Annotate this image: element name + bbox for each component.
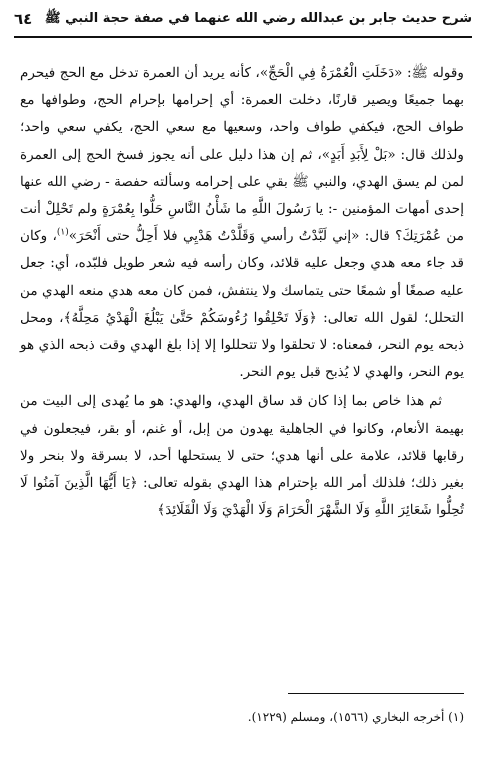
footnote-reference[interactable]: (١) — [56, 227, 69, 238]
page-number: ٦٤ — [14, 10, 33, 28]
footnote: (١) أخرجه البخاري (١٥٦٦)، ومسلم (١٢٢٩). — [247, 710, 464, 724]
footnote-rule — [288, 693, 464, 694]
page-header — [14, 4, 472, 34]
body-text — [20, 60, 464, 524]
running-title: شرح حديث جابر بن عبدالله رضي الله عنهما في صفة حجة النبي ﷺ — [44, 10, 472, 26]
paragraph-1-text: وقوله ﷺ: «دَخَلَتِ الْعُمْرَةُ فِي الْحَجِّ»، كأنه يريد أن العمرة تدخل مع الحج فيحرم بهما جميعًا ويصير قارنًا، دخلت العمرة: أي إحرامها بإحرام الحج، وطوافها مع طواف الحج، فيكفي طواف واحد، وسعيها مع سعي الحج، يكفي سعي واحد؛ ولذلك قال: «بَلْ لِأَبَدِ أَبَدٍ»، ثم إن هذا دليل على أنه يجوز فسخ الحج إلى العمرة لمن لم يسق الهدي، والنبي ﷺ بقي على إحرامه وسألته حفصة - رضي الله عنها إحدى أمهات المؤمنين -: يا رَسُولَ اللَّهِ ما شَأْنُ النَّاسِ حَلُّوا بِعُمْرَةٍ ولم تَحْلِلْ أنت من عُمْرَتِكَ؟ قال: «إني لَبَّدْتُ رأسي وَقَلَّدْتُ هَدْيِي فلا أَحِلُّ حتى أَنْحَرَ» — [20, 65, 464, 245]
paragraph-1-continuation: ، وكان قد جاء معه هدي وجعل عليه قلائد، وكان رأسه فيه شعر طويل فلبّده، أي: جعل عليه صمغًا أو شمعًا حتى يتماسك ولا ينتفش، فمن كان معه هدي منعه الهدي من التحلل؛ لقول الله تعالى: ﴿وَلَا تَحْلِقُوا رُءُوسَكُمْ حَتَّىٰ يَبْلُغَ الْهَدْيُ مَحِلَّهُ﴾، ومحل ذبحه يوم النحر، فمعناه: لا تحلقوا ولا تتحللوا إلا إذا بلغ الهدي وقت ذبحه الذي هو يوم النحر، والهدي لا يُذبح قبل يوم النحر. — [20, 228, 465, 381]
header-rule — [14, 36, 472, 38]
paragraph-1 — [20, 60, 464, 386]
paragraph-2: ثم هذا خاص بما إذا كان قد ساق الهدي، والهدي: هو ما يُهدى إلى البيت من بهيمة الأنعام، وكانوا في الجاهلية يهدون من إبل، أو غنم، أو بقر، فيجعلون في رقابها قلائد، علامة على أنها هدي؛ حتى لا يستحلها أحد، لا بسرقة ولا بنحر ولا بغير ذلك؛ فلذلك أمر الله بإحترام هذا الهدي بقوله تعالى: ﴿يَا أَيُّهَا الَّذِينَ آمَنُوا لَا تُحِلُّوا شَعَائِرَ اللَّهِ وَلَا الشَّهْرَ الْحَرَامَ وَلَا الْهَدْيَ وَلَا الْقَلَائِدَ﴾ — [20, 393, 464, 519]
